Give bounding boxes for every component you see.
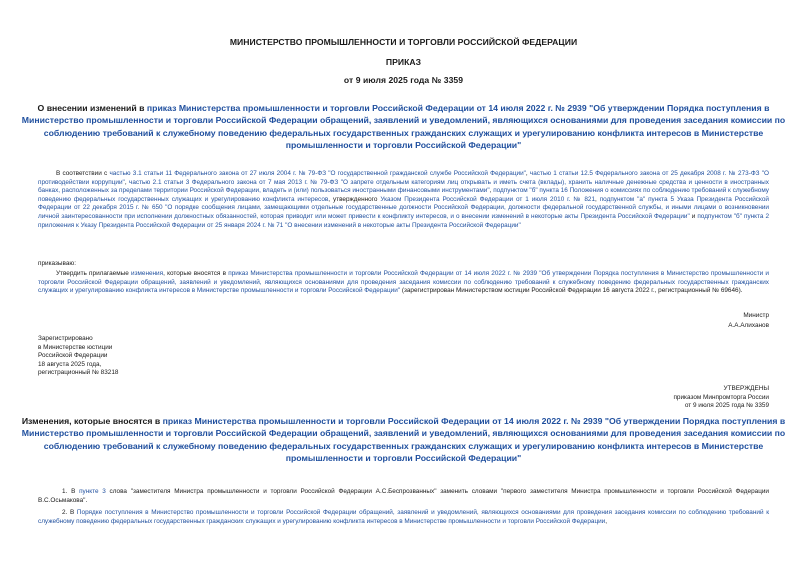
registration-line-3: Российской Федерации — [38, 352, 108, 360]
approve-paragraph — [38, 270, 769, 296]
approval-stamp-line-3: от 9 июля 2025 года № 3359 — [684, 402, 769, 410]
registration-line-5: регистрационный № 83218 — [38, 369, 119, 377]
preamble-link-4[interactable]: подпунктом "б" пункта 16 Положения о комиссиях по соблюдению требований к служебному поведению федеральных государственных служащих и урегулированию конфликта интересов — [38, 187, 769, 203]
preamble-text-5: , утвержденного — [328, 195, 381, 203]
preamble-text-1: В соответствии с — [56, 170, 110, 177]
item-2-link[interactable]: Порядке поступления в Министерство промышленности и торговли Российской Федерации обращений, заявлений и уведомлений, являющихся основаниями для проведения заседания комиссии по соблюдению требований к служебному поведению федеральных государственных гражданских служащих и урегулированию конфликта интересов в Министерстве промышленности и торговли Российской Федерации — [38, 509, 769, 525]
approval-stamp-line-2: приказом Минпромторга России — [673, 393, 769, 401]
registration-line-2: в Министерстве юстиции — [38, 343, 113, 351]
item-1-link[interactable]: пункте 3 — [79, 488, 106, 495]
approve-link-1[interactable]: изменения — [131, 270, 164, 277]
change-item-1 — [38, 488, 769, 505]
change-item-2 — [38, 509, 769, 526]
registration-line-1: Зарегистрировано — [38, 335, 93, 342]
preamble-text-2: , — [525, 170, 530, 177]
preamble-link-6[interactable]: подпунктом "а" пункта 5 Указа Президента Российской Федерации от 22 декабря 2015 г. № 650 "О порядке сообщения лицами, замещающими отдельные государственные должности Российской Федерации, должности федеральной государственной службы, и иными лицами о возникновении личной заинтересованности при исполнении должностных обязанностей, которая приводит или может привести к конфликту интересов, и о внесении изменений в некоторые акты Президента Российской Федерации" — [38, 195, 769, 220]
approve-link-2[interactable]: приказ Министерства промышленности и торговли Российской Федерации от 14 июля 2022 г. № 2939 "Об утверждении Порядка поступления в Министерство промышленности и торговли Российской Федерации обращений, заявлений и уведомлений, являющихся основаниями для проведения заседания комиссии по соблюдению требований к служебному поведению федеральных государственных гражданских служащих и урегулированию конфликта интересов в Министерстве промышленности и торговли Российской Федерации" — [38, 270, 769, 295]
preamble-text-7: и — [689, 212, 698, 220]
registration-block — [38, 335, 118, 378]
item-1-text-2: слова "заместителя Министра промышленности и торговли Российской Федерации А.С.Беспрозванных" заменить словами "первого заместителя Министра промышленности и торговли Российской Федерации В.С.Осьмакова". — [38, 488, 769, 504]
order-title-link[interactable]: приказ Министерства промышленности и торговли Российской Федерации от 14 июля 2022 г. № 2939 "Об утверждении Порядка поступления в Министерство промышленности и торговли Российской Федерации обращений, заявлений и уведомлений, являющихся основаниями для проведения заседания комиссии по соблюдению требований к служебному поведению федеральных государственных гражданских служащих и урегулированию конфликта интересов в Министерстве промышленности и торговли Российской Федерации" — [21, 103, 786, 151]
doc-date: от 9 июля 2025 года № 3359 — [343, 75, 464, 85]
doc-type: ПРИКАЗ — [385, 57, 422, 67]
approve-text-2: , которые вносятся в — [163, 270, 229, 277]
order-title-prefix: О внесении изменений в — [37, 103, 147, 113]
signature-position: Министр — [743, 312, 769, 319]
item-2-text-1: 2. В — [62, 509, 77, 516]
changes-title — [20, 415, 787, 465]
approval-stamp-line-1: УТВЕРЖДЕНЫ — [723, 385, 769, 392]
preamble-paragraph — [38, 170, 769, 230]
signature-name: А.А.Алиханов — [728, 322, 769, 329]
preamble-text-4: , — [489, 187, 494, 195]
preamble-link-7[interactable]: подпунктом "б" пункта 2 приложения к Указу Президента Российской Федерации от 25 января 2024 г. № 71 "О внесении изменений в некоторые акты Президента Российской Федерации" — [38, 212, 770, 229]
approval-stamp — [673, 385, 769, 411]
item-2-text-2: , — [605, 517, 608, 525]
orders-word: приказываю: — [38, 260, 76, 267]
ministry-header: МИНИСТЕРСТВО ПРОМЫШЛЕННОСТИ И ТОРГОВЛИ РОССИЙСКОЙ ФЕДЕРАЦИИ — [229, 37, 578, 47]
preamble-text-3: , — [124, 178, 130, 186]
approve-text-3: (зарегистрирован Министерством юстиции Российской Федерации 16 августа 2022 г., регистрационный № 69646). — [400, 287, 743, 295]
item-1-text-1: 1. В — [62, 488, 80, 495]
preamble-text-6: , — [595, 195, 600, 203]
changes-title-link[interactable]: приказ Министерства промышленности и торговли Российской Федерации от 14 июля 2022 г. № 2939 "Об утверждении Порядка поступления в Министерство промышленности и торговли Российской Федерации обращений, заявлений и уведомлений, являющихся основаниями для проведения заседания комиссии по соблюдению требований к служебному поведению федеральных государственных гражданских служащих и урегулированию конфликта интересов в Министерстве промышленности и торговли Российской Федерации" — [21, 416, 786, 464]
preamble-link-1[interactable]: частью 3.1 статьи 11 Федерального закона от 27 июля 2004 г. № 79-ФЗ "О государственной гражданской службе Российской Федерации" — [109, 170, 526, 177]
preamble-link-2[interactable]: частью 1 статьи 12.5 Федерального закона от 25 декабря 2008 г. № 273-ФЗ "О противодействии коррупции" — [38, 170, 769, 186]
preamble-link-3[interactable]: частью 2.1 статьи 3 Федерального закона от 7 мая 2013 г. № 79-ФЗ "О запрете отдельным категориям лиц открывать и иметь счета (вклады), хранить наличные денежные средства и ценности в иностранных банках, расположенных за пределами территории Российской Федерации, владеть и (или) пользоваться иностранными финансовыми инструментами" — [38, 178, 769, 195]
changes-title-prefix: Изменения, которые вносятся в — [21, 416, 163, 426]
preamble-link-5[interactable]: Указом Президента Российской Федерации от 1 июля 2010 г. № 821 — [380, 195, 596, 203]
approve-text-1: Утвердить прилагаемые — [56, 270, 131, 277]
order-title — [20, 102, 787, 152]
registration-line-4: 18 августа 2025 года, — [38, 360, 102, 368]
